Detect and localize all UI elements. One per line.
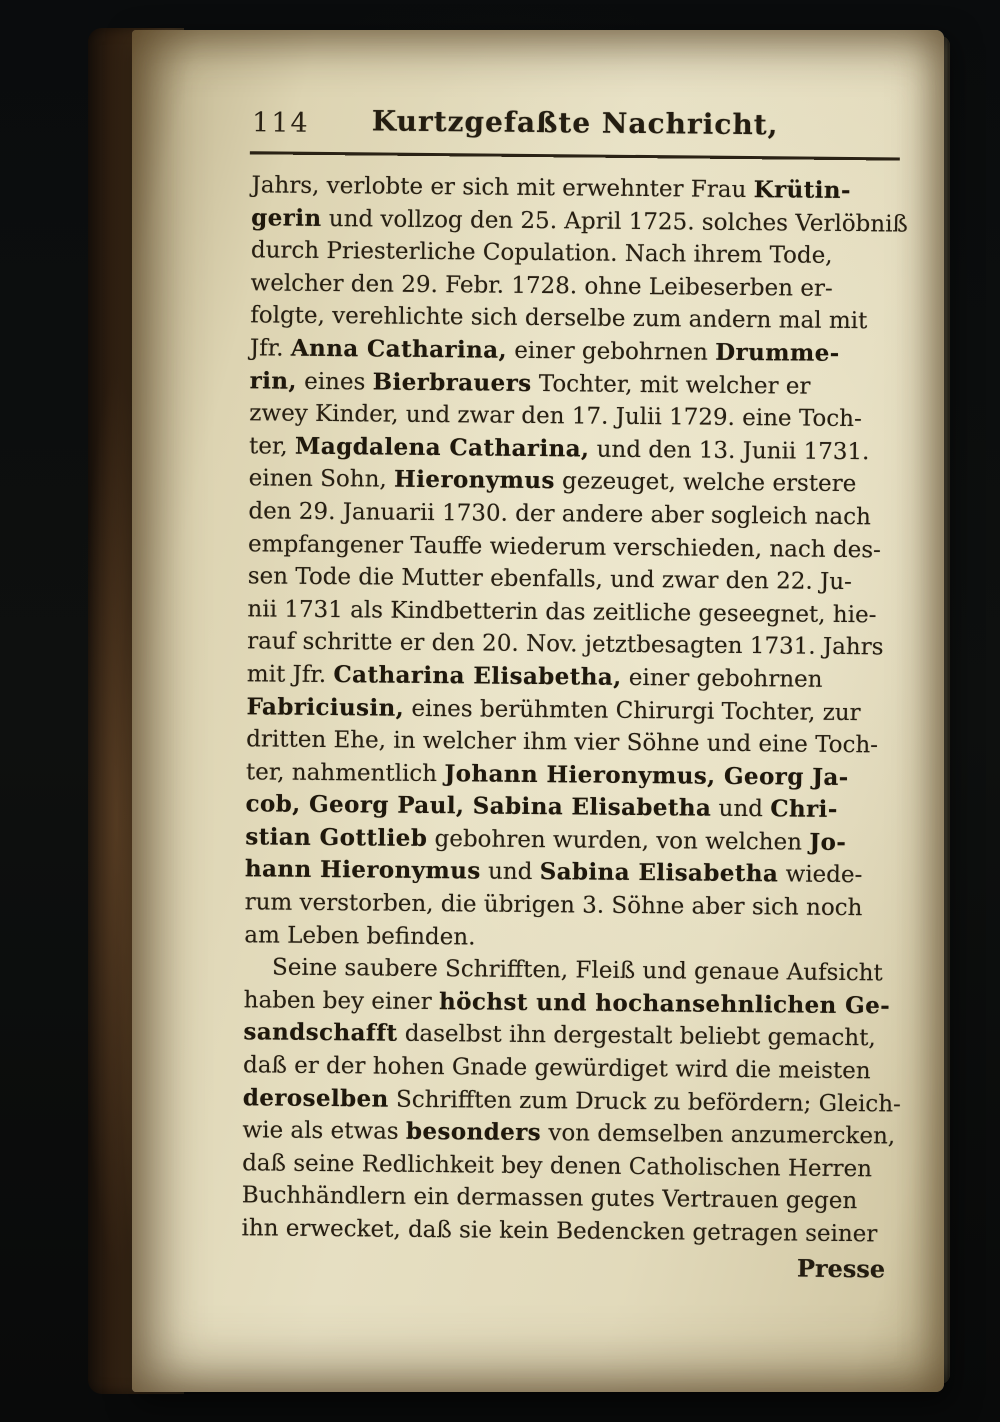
body-text: zwey Kinder, und zwar den 17. Julii 1729. eine Toch- <box>249 400 862 433</box>
emphasized-text: gerin <box>251 203 322 232</box>
body-text: von demselben anzumercken, <box>540 1120 896 1150</box>
emphasized-text: Hieronymus <box>393 465 555 495</box>
book <box>88 22 950 1400</box>
body-text: am Leben befinden. <box>244 921 476 951</box>
text-line <box>241 1212 891 1251</box>
body-text: und <box>711 795 771 823</box>
page-content <box>132 30 944 1392</box>
emphasized-text: Fabriciusin, <box>246 692 405 722</box>
page-body <box>241 169 908 1285</box>
body-text: und vollzog den 25. April 1725. solches Verlöbniß <box>321 205 908 238</box>
body-text: eines <box>296 368 373 395</box>
page-number: 114 <box>251 107 310 139</box>
body-text: haben bey einer <box>243 987 440 1015</box>
body-text: folgte, verehlichte sich derselbe zum andern mal mit <box>250 302 868 335</box>
emphasized-text: höchst und hochansehnlichen Ge- <box>438 987 891 1020</box>
text-line <box>247 658 897 697</box>
body-text: wiede- <box>778 861 863 889</box>
header-rule <box>250 151 900 162</box>
body-text: dritten Ehe, in welcher ihm vier Söhne und eine Toch- <box>246 726 879 759</box>
body-text: Tochter, mit welcher er <box>531 370 811 400</box>
body-text: mit Jfr. <box>246 661 334 688</box>
emphasized-text: Sabina Elisabetha <box>539 858 779 888</box>
emphasized-text: stian Gottlieb <box>245 823 428 852</box>
body-text: daß seine Redlichkeit bey denen Catholischen Herren <box>242 1150 873 1183</box>
catchword: Presse <box>796 1253 886 1283</box>
emphasized-text: sandschafft <box>243 1018 398 1048</box>
book-page <box>132 30 944 1392</box>
body-text: welcher den 29. Febr. 1728. ohne Leibeserben er- <box>250 270 833 302</box>
running-title: Kurtzgefaßte Nachricht, <box>371 104 779 142</box>
body-text: und den 13. Junii 1731. <box>589 436 870 465</box>
emphasized-text: hann Hieronymus <box>244 855 481 885</box>
emphasized-text: Bierbrauers <box>372 367 532 397</box>
body-text: gebohren wurden, von welchen <box>427 825 810 856</box>
emphasized-text: Catharina Elisabetha, <box>333 660 622 691</box>
body-text: Buchhändlern ein dermassen gutes Vertrauen gegen <box>241 1182 858 1215</box>
body-text: einer gebohrnen <box>621 664 823 693</box>
emphasized-text: rin, <box>249 366 297 395</box>
emphasized-text: Magdalena Catharina, <box>294 432 590 463</box>
body-text: nii 1731 als Kindbetterin das zeitliche geseegnet, hie- <box>247 595 877 628</box>
emphasized-text: Drumme- <box>715 338 840 367</box>
body-text: Jfr. <box>249 335 291 362</box>
body-text: sen Tode die Mutter ebenfalls, und zwar den 22. Ju- <box>247 563 852 596</box>
emphasized-text: Krütin- <box>753 176 852 205</box>
body-text: empfangener Tauffe wiederum verschieden, nach des- <box>247 530 881 563</box>
emphasized-text: Chri- <box>770 795 838 824</box>
body-text: ihn erwecket, daß sie kein Bedencken getragen seiner <box>241 1215 878 1248</box>
emphasized-text: Jo- <box>809 828 847 856</box>
paragraph <box>241 951 901 1251</box>
page-header <box>252 103 898 149</box>
body-text: durch Priesterliche Copulation. Nach ihrem Tode, <box>250 237 833 270</box>
body-text: wie als etwas <box>242 1117 407 1145</box>
emphasized-text: cob, Georg Paul, Sabina Elisabetha <box>245 790 712 822</box>
body-text: gezeuget, welche erstere <box>554 468 857 498</box>
paragraph <box>244 169 908 957</box>
emphasized-text: Johann Hieronymus, Georg Ja- <box>444 759 849 791</box>
body-text: eines berühmten Chirurgi Tochter, zur <box>403 695 861 726</box>
emphasized-text: deroselben <box>242 1083 389 1113</box>
body-text: und <box>480 858 540 886</box>
body-text: rum verstorben, die übrigen 3. Söhne aber sich noch <box>244 889 863 922</box>
body-text: einen Sohn, <box>248 465 395 493</box>
body-text: Schrifften zum Druck zu befördern; Gleich- <box>388 1086 901 1118</box>
body-text: ter, nahmentlich <box>245 758 445 787</box>
body-text: daß er der hohen Gnade gewürdiget wird die meisten <box>242 1052 871 1085</box>
body-text: ter, <box>248 432 296 460</box>
body-text: rauf schritte er den 20. Nov. jetztbesagten 1731. Jahrs <box>247 628 884 661</box>
body-text: Seine saubere Schrifften, Fleiß und genaue Aufsicht <box>271 954 883 987</box>
emphasized-text: besonders <box>405 1117 542 1147</box>
emphasized-text: Anna Catharina, <box>290 334 508 364</box>
body-text: den 29. Januarii 1730. der andere aber sogleich nach <box>248 498 871 531</box>
body-text: Jahrs, verlobte er sich mit erwehnter Frau <box>251 172 754 204</box>
body-text: daselbst ihn dergestalt beliebt gemacht, <box>397 1021 876 1052</box>
body-text: einer gebohrnen <box>506 337 716 366</box>
